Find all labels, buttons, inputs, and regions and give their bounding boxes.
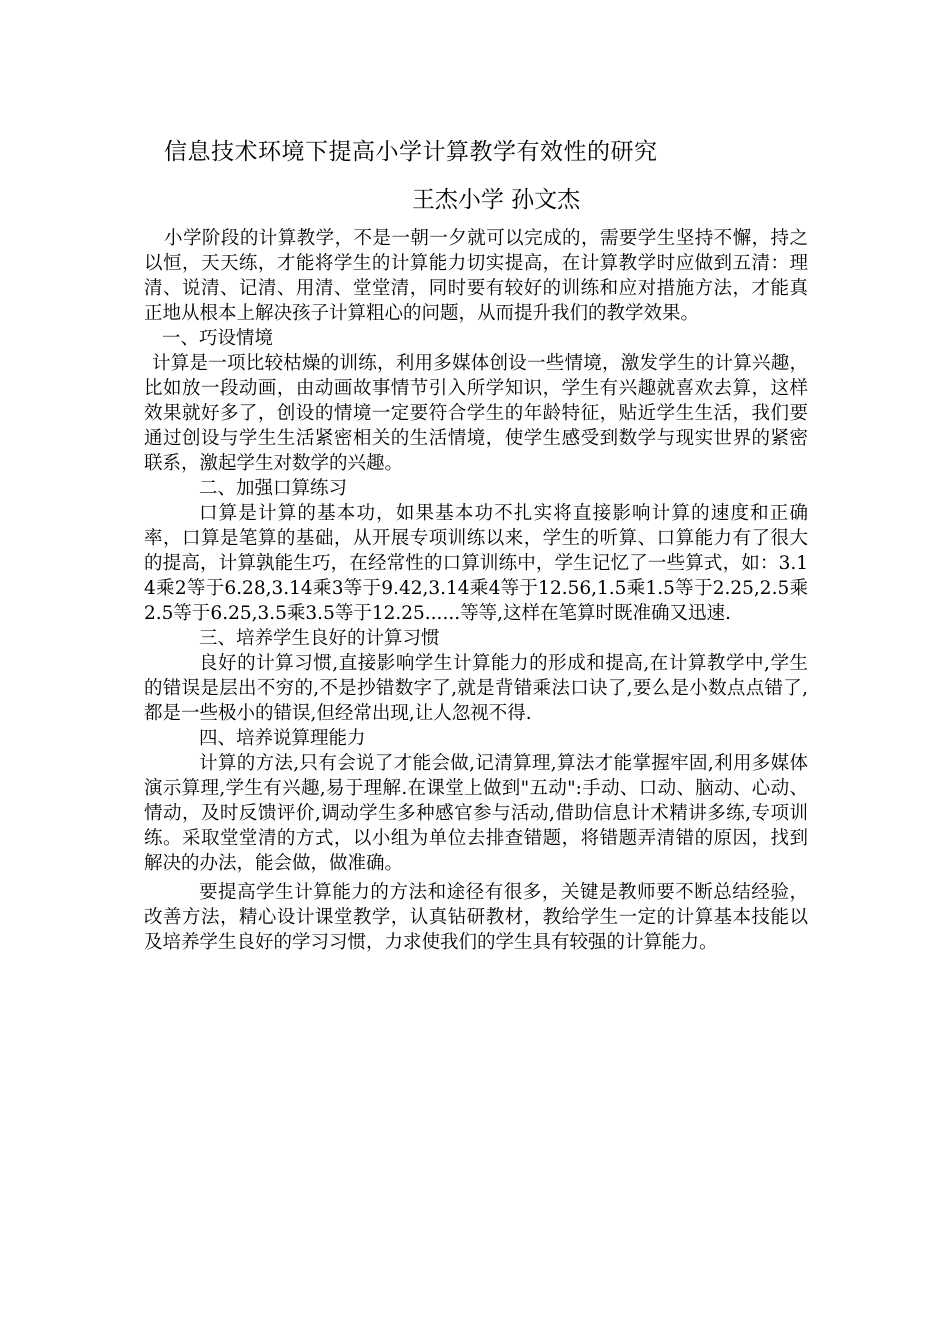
document-body — [144, 226, 808, 955]
section-heading-3: 三、培养学生良好的计算习惯 — [199, 628, 440, 649]
intro-paragraph: 小学阶段的计算教学，不是一朝一夕就可以完成的，需要学生坚持不懈，持之以恒，天天练，才能将学生的计算能力切实提高，在计算教学时应做到五清：理清、说清、记清、用清、堂堂清，同时要有较好的训练和应对措施方法，才能真正地从根本上解决孩子计算粗心的问题，从而提升我们的教学效果。 — [144, 228, 808, 324]
document-page — [144, 132, 808, 955]
section-paragraph-4: 计算的方法,只有会说了才能会做,记清算理,算法才能掌握牢固,利用多媒体演示算理,学生有兴趣,易于理解.在课堂上做到"五动":手动、口动、脑动、心动、情动，及时反馈评价,调动学生多种感官参与活动,借助信息计术精讲多练,专项训练。采取堂堂清的方式，以小组为单位去排查错题，将错题弄清错的原因，找到解决的办法，能会做，做准确。 — [144, 753, 808, 874]
section-paragraph-1: 计算是一项比较枯燥的训练，利用多媒体创设一些情境，激发学生的计算兴趣，比如放一段动画，由动画故事情节引入所学知识，学生有兴趣就喜欢去算，这样效果就好多了，创设的情境一定要符合学生的年龄特征，贴近学生生活，我们要通过创设与学生生活紧密相关的生活情境，使学生感受到数学与现实世界的紧密联系，激起学生对数学的兴趣。 — [144, 353, 808, 474]
conclusion-paragraph: 要提高学生计算能力的方法和途径有很多，关键是教师要不断总结经验，改善方法，精心设计课堂教学，认真钻研教材，教给学生一定的计算基本技能以及培养学生良好的学习习惯，力求使我们的学生具有较强的计算能力。 — [144, 882, 808, 953]
section-heading-4: 四、培养说算理能力 — [199, 728, 366, 749]
section-heading-1: 一、巧设情境 — [162, 328, 274, 349]
document-author: 王杰小学 孙文杰 — [411, 187, 581, 213]
section-paragraph-2: 口算是计算的基本功，如果基本功不扎实将直接影响计算的速度和正确率，口算是笔算的基础，从开展专项训练以来，学生的听算、口算能力有了很大的提高，计算孰能生巧，在经常性的口算训练中，学生记忆了一些算式，如：3.14乘2等于6.28,3.14乘3等于9.42,3.14乘4等于12.56,1.5乘1.5等于2.25,2.5乘2.5等于6.25,3.5乘3.5等于12.25......等等,这样在笔算时既准确又迅速. — [144, 503, 808, 624]
document-title: 信息技术环境下提高小学计算教学有效性的研究 — [164, 139, 658, 165]
section-paragraph-3: 良好的计算习惯,直接影响学生计算能力的形成和提高,在计算教学中,学生的错误是层出不穷的,不是抄错数字了,就是背错乘法口诀了,要么是小数点点错了,都是一些极小的错误,但经常出现,让人忽视不得. — [144, 653, 808, 724]
section-heading-2: 二、加强口算练习 — [199, 478, 348, 499]
